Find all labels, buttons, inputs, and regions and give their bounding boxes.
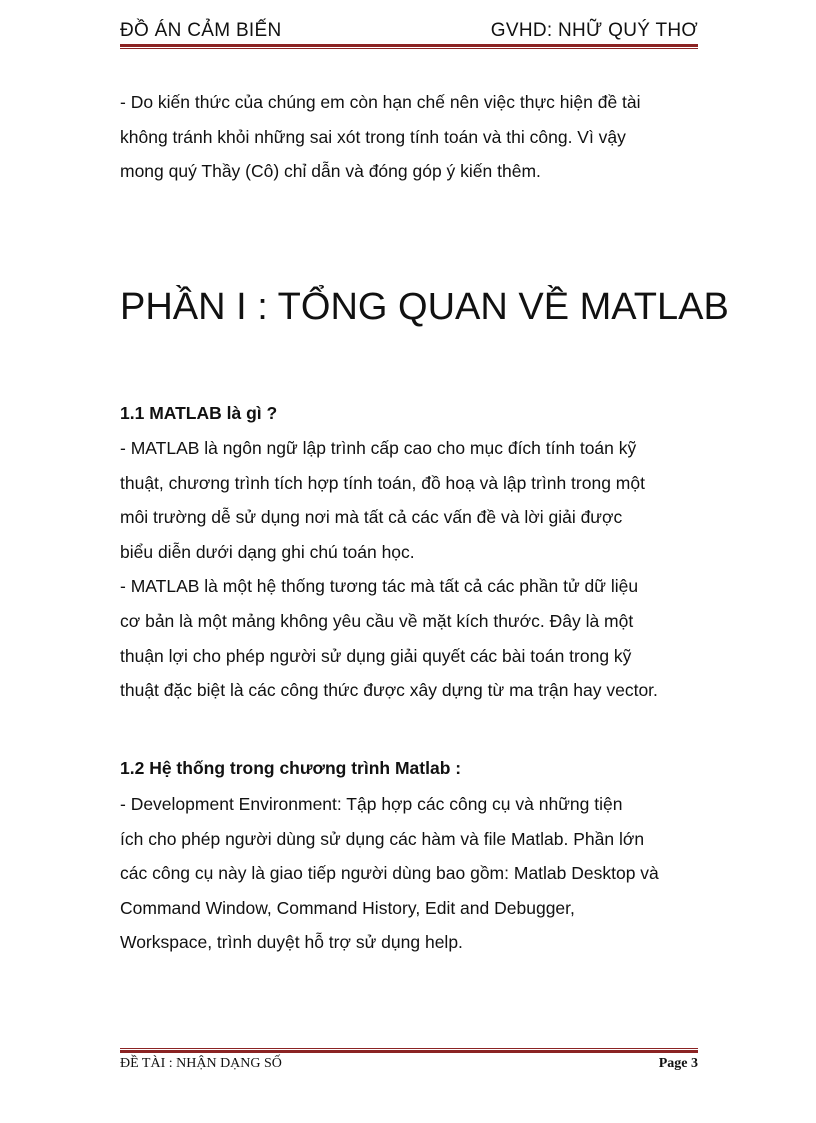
intro-line: - Do kiến thức của chúng em còn hạn chế nên việc thực hiện đề tài bbox=[120, 92, 641, 112]
section-1-1-body bbox=[120, 431, 710, 708]
body-line: cơ bản là một mảng không yêu cầu về mặt kích thước. Đây là một bbox=[120, 610, 634, 631]
header-advisor: GVHD: NHỮ QUÝ THƠ bbox=[490, 20, 698, 41]
body-line: thuận lợi cho phép người sử dụng giải quyết các bài toán trong kỹ bbox=[120, 645, 632, 666]
body-line: - MATLAB là ngôn ngữ lập trình cấp cao cho mục đích tính toán kỹ bbox=[120, 438, 637, 458]
section-1-2-body bbox=[120, 787, 710, 960]
intro-line: mong quý Thầy (Cô) chỉ dẫn và đóng góp ý kiến thêm. bbox=[120, 161, 541, 182]
body-line: các công cụ này là giao tiếp người dùng bao gồm: Matlab Desktop và bbox=[120, 863, 659, 884]
section-1-1-heading: 1.1 MATLAB là gì ? bbox=[120, 403, 278, 423]
footer-divider bbox=[120, 1048, 698, 1053]
body-line: - Development Environment: Tập hợp các công cụ và những tiện bbox=[120, 794, 623, 814]
page-footer bbox=[120, 1056, 698, 1076]
body-line: - MATLAB là một hệ thống tương tác mà tất cả các phần tử dữ liệu bbox=[120, 576, 639, 597]
header-project-title: ĐỒ ÁN CẢM BIẾN bbox=[120, 20, 282, 41]
page-number: Page 3 bbox=[658, 1056, 698, 1071]
body-line: biểu diễn dưới dạng ghi chú toán học. bbox=[120, 541, 415, 562]
intro-line: không tránh khỏi những sai xót trong tính toán và thi công. Vì vậy bbox=[120, 126, 626, 147]
body-line: ích cho phép người dùng sử dụng các hàm và file Matlab. Phần lớn bbox=[120, 828, 645, 849]
footer-topic: ĐỀ TÀI : NHẬN DẠNG SỐ bbox=[120, 1056, 282, 1071]
page-header bbox=[120, 20, 698, 44]
body-line: thuật đặc biệt là các công thức được xây dựng từ ma trận hay vector. bbox=[120, 680, 658, 701]
body-line: Command Window, Command History, Edit and Debugger, bbox=[120, 897, 575, 918]
section-1-2-heading: 1.2 Hệ thống trong chương trình Matlab : bbox=[120, 758, 462, 778]
body-line: môi trường dễ sử dụng nơi mà tất cả các vấn đề và lời giải được bbox=[120, 507, 623, 528]
part-title: PHẦN I : TỔNG QUAN VỀ MATLAB bbox=[120, 286, 729, 328]
body-line: thuật, chương trình tích hợp tính toán, đồ hoạ và lập trình trong một bbox=[120, 472, 645, 493]
intro-paragraph bbox=[120, 85, 710, 189]
header-divider bbox=[120, 44, 698, 49]
body-line: Workspace, trình duyệt hỗ trợ sử dụng help. bbox=[120, 932, 463, 953]
